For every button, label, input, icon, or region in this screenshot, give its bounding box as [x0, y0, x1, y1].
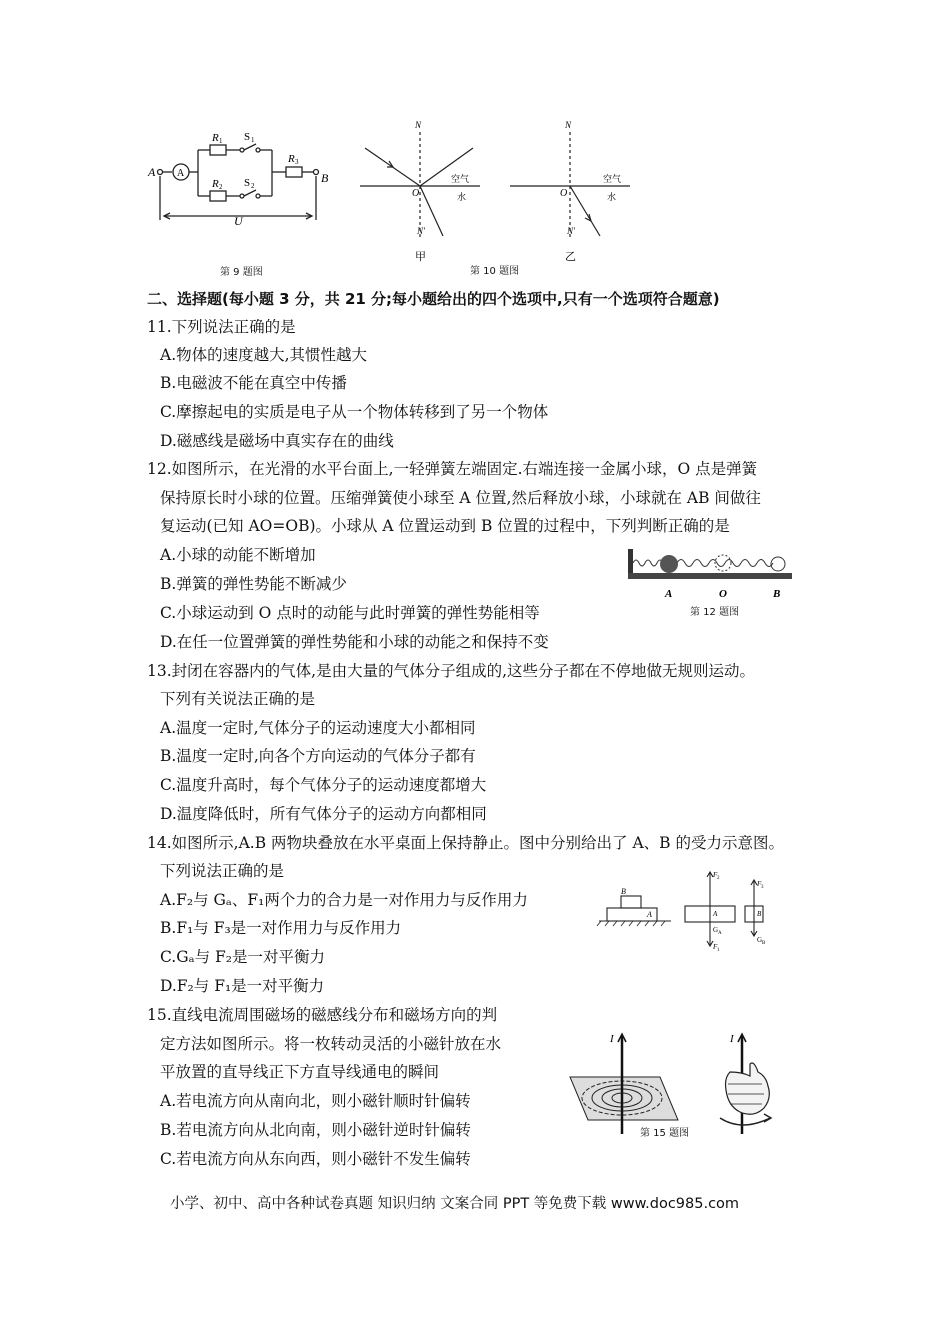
fig14-label-a-block: A	[647, 910, 652, 919]
label-r1-sub: 1	[219, 137, 223, 145]
yi-label-water: 水	[607, 192, 617, 202]
q15-stem-line2: 定方法如图所示。将一枚转动灵活的小磁针放在水	[160, 1035, 502, 1053]
figure-9-caption: 第 9 题图	[220, 267, 263, 278]
q13-stem-line2: 下列有关说法正确的是	[160, 690, 316, 708]
q14-stem-line2: 下列说法正确的是	[160, 862, 285, 880]
yi-label-o: O	[560, 188, 568, 199]
fig14-label-ga: G	[713, 926, 719, 934]
figure-15-caption: 第 15 题图	[640, 1128, 690, 1139]
q15-option-c: C.若电流方向从东向西，则小磁针不发生偏转	[160, 1150, 471, 1168]
figure-10-jia	[355, 118, 485, 268]
label-s1: S	[244, 131, 251, 143]
fig14-label-gb: G	[757, 936, 763, 944]
jia-label-water: 水	[457, 192, 467, 202]
q13-option-d: D.温度降低时，所有气体分子的运动方向都相同	[160, 805, 487, 823]
q14-option-b: B.F₁与 F₃是一对作用力与反作用力	[160, 919, 402, 937]
yi-label-n-prime: N'	[567, 226, 575, 236]
label-s2-sub: 2	[251, 182, 255, 190]
fig14-label-f3: F	[757, 880, 762, 888]
jia-label: 甲	[415, 251, 426, 263]
label-b-terminal: B	[321, 171, 329, 185]
section-title: 二、选择题(每小题 3 分，共 21 分;每小题给出的四个选项中,只有一个选项符合题意)	[147, 290, 720, 308]
q14-option-c: C.Gₐ与 F₂是一对平衡力	[160, 948, 325, 966]
q13-option-c: C.温度升高时，每个气体分子的运动速度都增大	[160, 776, 487, 794]
q15-stem-line1: 15.直线电流周围磁场的磁感线分布和磁场方向的判	[147, 1006, 498, 1024]
fig14-label-gb-sub: B	[762, 941, 766, 946]
figure-10-caption: 第 10 题图	[470, 266, 520, 277]
q15-option-b: B.若电流方向从北向南，则小磁针逆时针偏转	[160, 1121, 471, 1139]
q14-stem-line1: 14.如图所示,A.B 两物块叠放在水平桌面上保持静止。图中分别给出了 A、B 的受力示意图。	[147, 834, 784, 852]
yi-label: 乙	[565, 251, 576, 263]
figure-12-caption: 第 12 题图	[690, 607, 740, 618]
label-s2: S	[244, 177, 251, 189]
q12-option-a: A.小球的动能不断增加	[160, 546, 316, 564]
label-r2-sub: 2	[219, 183, 223, 191]
jia-label-air: 空气	[451, 174, 470, 184]
fig14-label-f1: F	[713, 943, 718, 951]
label-r1: R	[212, 132, 219, 144]
q12-option-b: B.弹簧的弹性势能不断减少	[160, 575, 347, 593]
q13-stem-line1: 13.封闭在容器内的气体,是由大量的气体分子组成的,这些分子都在不停地做无规则运动。	[147, 662, 756, 680]
q15-option-a: A.若电流方向从南向北，则小磁针顺时针偏转	[160, 1092, 471, 1110]
fig12-label-o: O	[719, 588, 727, 600]
q13-option-a: A.温度一定时,气体分子的运动速度大小都相同	[160, 719, 476, 737]
yi-label-air: 空气	[603, 174, 622, 184]
fig15-label-i-left: I	[610, 1033, 614, 1045]
fig14-label-f1-sub: 1	[717, 948, 720, 953]
label-r3: R	[288, 153, 295, 165]
figure-15-magnetic-field	[560, 1022, 810, 1137]
q11-option-c: C.摩擦起电的实质是电子从一个物体转移到了另一个物体	[160, 403, 549, 421]
jia-label-n-prime: N'	[417, 226, 425, 236]
q11-option-d: D.磁感线是磁场中真实存在的曲线	[160, 432, 394, 450]
fig14-label-b-block: B	[621, 887, 626, 896]
fig15-label-i-right: I	[730, 1033, 734, 1045]
figure-10-yi	[505, 118, 635, 268]
q12-option-d: D.在任一位置弹簧的弹性势能和小球的动能之和保持不变	[160, 633, 549, 651]
fig14-label-f2-sub: 2	[717, 876, 720, 881]
label-u: U	[234, 214, 243, 228]
q13-option-b: B.温度一定时,向各个方向运动的气体分子都有	[160, 747, 476, 765]
jia-label-o: O	[412, 188, 420, 199]
figure-14-forces	[595, 866, 795, 958]
q11-option-a: A.物体的速度越大,其惯性越大	[160, 346, 368, 364]
figure-9-circuit	[140, 120, 350, 275]
q15-stem-line3: 平放置的直导线正下方直导线通电的瞬间	[160, 1063, 440, 1081]
fig12-label-a: A	[665, 588, 673, 600]
label-a-terminal: A	[148, 165, 156, 179]
fig14-label-a-diagram: A	[713, 910, 718, 918]
q14-option-a: A.F₂与 Gₐ、F₁两个力的合力是一对作用力与反作用力	[160, 891, 528, 909]
fig14-label-ga-sub: A	[718, 931, 722, 936]
fig14-label-f2: F	[713, 871, 718, 879]
q11-option-b: B.电磁波不能在真空中传播	[160, 374, 347, 392]
page-footer: 小学、初中、高中各种试卷真题 知识归纳 文案合同 PPT 等免费下载 www.doc985.com	[170, 1196, 740, 1212]
q11-stem: 11.下列说法正确的是	[147, 318, 296, 336]
q14-option-d: D.F₂与 F₁是一对平衡力	[160, 977, 325, 995]
ammeter-label: A	[177, 168, 185, 179]
q12-stem-line1: 12.如图所示，在光滑的水平台面上,一轻弹簧左端固定.右端连接一金属小球，O 点是弹簧	[147, 460, 758, 478]
fig14-label-f3-sub: 3	[761, 885, 764, 890]
fig14-label-b-diagram: B	[757, 910, 762, 918]
label-r3-sub: 3	[295, 158, 299, 166]
fig12-label-b: B	[773, 588, 781, 600]
label-r2: R	[212, 178, 219, 190]
q12-option-c: C.小球运动到 O 点时的动能与此时弹簧的弹性势能相等	[160, 604, 540, 622]
q12-stem-line3: 复运动(已知 AO=OB)。小球从 A 位置运动到 B 位置的过程中，下列判断正确的是	[160, 517, 730, 535]
yi-label-n: N	[565, 120, 572, 130]
label-s1-sub: 1	[251, 136, 255, 144]
q12-stem-line2: 保持原长时小球的位置。压缩弹簧使小球至 A 位置,然后释放小球，小球就在 AB 间做往	[160, 489, 761, 507]
jia-label-n: N	[415, 120, 422, 130]
